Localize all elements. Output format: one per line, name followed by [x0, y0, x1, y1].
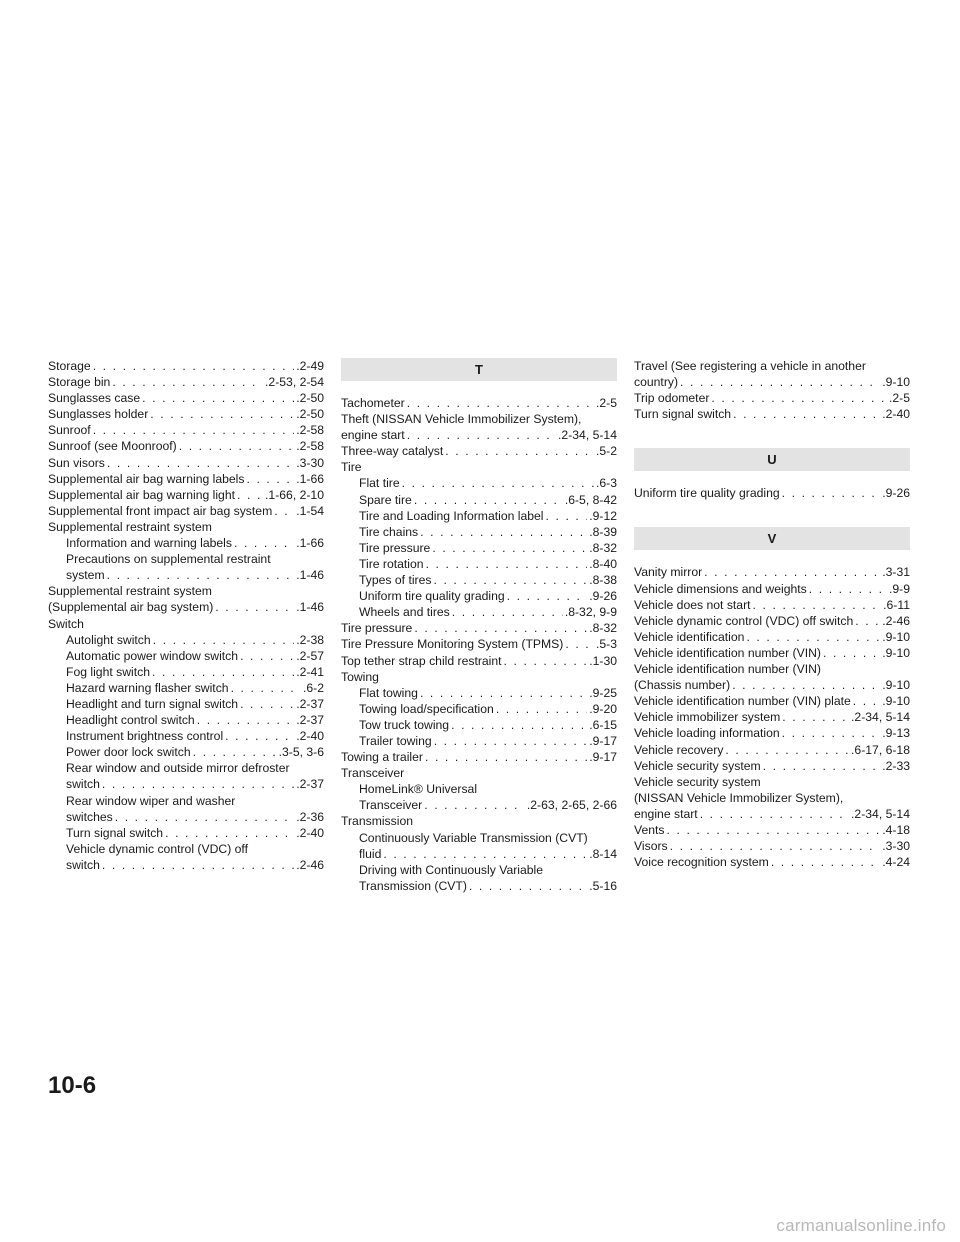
entry-term: Voice recognition system — [634, 855, 769, 870]
entry-page: .2-34, 5-14 — [851, 710, 910, 725]
watermark-text: carmanualsonline.info — [776, 1216, 946, 1235]
index-entry — [634, 613, 910, 629]
dot-leader — [150, 406, 294, 422]
dot-leader — [420, 524, 587, 540]
entry-term: Flat towing — [359, 685, 418, 700]
entry-term: Vehicle security system — [634, 758, 761, 773]
dot-leader — [469, 878, 587, 894]
entry-term: Vehicle loading information — [634, 726, 780, 741]
entry-term: Sun visors — [48, 455, 105, 470]
index-entry — [48, 438, 324, 454]
dot-leader — [782, 725, 881, 741]
index-entry — [634, 742, 910, 758]
entry-page: .9-10 — [882, 375, 910, 390]
index-entry — [341, 604, 617, 620]
entry-page: .2-33 — [882, 758, 910, 773]
index-entry — [48, 744, 324, 760]
index-entry — [634, 645, 910, 661]
dot-leader — [823, 645, 880, 661]
dot-leader — [809, 581, 887, 597]
entry-term: Three-way catalyst — [341, 444, 444, 459]
dot-leader — [732, 677, 880, 693]
index-entry — [341, 797, 617, 813]
dot-leader — [102, 857, 294, 873]
entry-page: .8-32, 9-9 — [564, 605, 617, 620]
dot-leader — [414, 620, 587, 636]
index-entry — [341, 427, 617, 443]
dot-leader — [782, 709, 849, 725]
entry-term: switches — [66, 809, 113, 824]
index-entry — [634, 390, 910, 406]
entry-term: Information and warning labels — [66, 536, 232, 551]
entry-term: Autolight switch — [66, 632, 151, 647]
index-entry — [341, 653, 617, 669]
index-entry — [341, 636, 617, 652]
entry-page: .1-66, 2-10 — [265, 487, 324, 502]
dot-leader — [425, 749, 587, 765]
entry-term: fluid — [359, 846, 382, 861]
index-entry — [634, 564, 910, 580]
dot-leader — [107, 567, 295, 583]
entry-page: .6-17, 6-18 — [851, 742, 910, 757]
dot-leader — [733, 406, 880, 422]
index-entry — [48, 535, 324, 551]
entry-term: Vehicle recovery — [634, 742, 724, 757]
dot-leader — [102, 776, 294, 792]
entry-term: Automatic power window switch — [66, 648, 239, 663]
dot-leader — [711, 390, 887, 406]
entry-term: country) — [634, 375, 679, 390]
entry-page: .8-32 — [589, 621, 617, 636]
index-entry — [48, 776, 324, 792]
index-label: Continuously Variable Transmission (CVT) — [359, 830, 588, 845]
dot-leader — [704, 564, 880, 580]
dot-leader — [424, 797, 525, 813]
entry-page: .6-11 — [883, 597, 910, 612]
entry-term: Fog light switch — [66, 664, 150, 679]
index-label: Driving with Continuously Variable — [359, 862, 544, 877]
index-entry — [634, 374, 910, 390]
entry-term: Storage — [48, 359, 91, 373]
entry-page: .2-40 — [296, 729, 324, 744]
dot-leader — [746, 629, 880, 645]
index-entry — [341, 508, 617, 524]
entry-term: Wheels and tires — [359, 605, 450, 620]
index-entry — [48, 487, 324, 503]
entry-term: (Supplemental air bag system) — [48, 600, 214, 615]
index-label: (NISSAN Vehicle Immobilizer System), — [634, 790, 844, 805]
entry-page: .9-20 — [589, 701, 617, 716]
dot-leader — [402, 475, 594, 491]
entry-page: .9-10 — [882, 694, 910, 709]
entry-page: .9-17 — [589, 733, 617, 748]
entry-page: .2-49 — [296, 359, 324, 373]
entry-page: .1-30 — [589, 653, 617, 668]
entry-term: (Chassis number) — [634, 678, 731, 693]
index-entry — [48, 664, 324, 680]
dot-leader — [112, 374, 263, 390]
entry-term: Vents — [634, 822, 665, 837]
index-entry — [48, 809, 324, 825]
dot-leader — [179, 438, 295, 454]
dot-leader — [107, 455, 294, 471]
entry-term: Sunglasses case — [48, 391, 141, 406]
entry-page: .3-30 — [296, 455, 324, 470]
entry-page: .9-26 — [882, 486, 910, 501]
index-label: Vehicle identification number (VIN) — [634, 662, 821, 677]
index-entry — [634, 854, 910, 870]
index-entry — [48, 471, 324, 487]
entry-term: Headlight and turn signal switch — [66, 696, 239, 711]
dot-leader — [215, 599, 294, 615]
index-entry — [634, 693, 910, 709]
entry-term: Power door lock switch — [66, 745, 191, 760]
entry-page: .8-14 — [589, 846, 617, 861]
entry-page: .2-50 — [296, 391, 324, 406]
entry-page: .4-24 — [882, 855, 910, 870]
index-entry — [634, 597, 910, 613]
entry-page: .2-46 — [882, 613, 910, 628]
entry-page: .2-40 — [296, 825, 324, 840]
index-entry — [341, 540, 617, 556]
entry-page: .1-46 — [296, 600, 324, 615]
entry-page: .4-18 — [882, 822, 910, 837]
dot-leader — [763, 758, 881, 774]
entry-page: .6-2 — [302, 680, 324, 695]
entry-term: Sunroof (see Moonroof) — [48, 439, 177, 454]
dot-leader — [193, 744, 277, 760]
entry-page: .9-10 — [882, 629, 910, 644]
entry-page: .9-9 — [888, 581, 910, 596]
dot-leader — [667, 822, 881, 838]
entry-term: Supplemental air bag warning light — [48, 487, 235, 502]
entry-page: .9-25 — [589, 685, 617, 700]
entry-term: Vehicle dynamic control (VDC) off switch — [634, 613, 854, 628]
index-entry — [341, 395, 617, 411]
dot-leader — [565, 636, 594, 652]
index-entry — [48, 358, 324, 374]
entry-page: .1-66 — [296, 536, 324, 551]
index-entry — [48, 374, 324, 390]
entry-term: Vehicle identification number (VIN) — [634, 645, 821, 660]
entry-page: .9-10 — [882, 645, 910, 660]
dot-leader — [504, 653, 588, 669]
index-entry — [341, 556, 617, 572]
entry-term: Supplemental air bag warning labels — [48, 471, 245, 486]
entry-page: .2-46 — [296, 857, 324, 872]
entry-page: .3-5, 3-6 — [278, 745, 324, 760]
entry-page: .2-37 — [296, 696, 324, 711]
index-entry — [634, 629, 910, 645]
index-label: Supplemental restraint system — [48, 584, 212, 599]
entry-page: .2-37 — [296, 713, 324, 728]
entry-page: .8-38 — [589, 573, 617, 588]
entry-term: switch — [66, 857, 100, 872]
dot-leader — [225, 728, 294, 744]
entry-term: Vehicle dimensions and weights — [634, 581, 807, 596]
entry-term: Uniform tire quality grading — [359, 589, 505, 604]
index-entry — [634, 485, 910, 501]
entry-page: .2-63, 2-65, 2-66 — [526, 798, 617, 813]
dot-leader — [93, 358, 295, 374]
index-entry — [634, 838, 910, 854]
index-entry — [341, 475, 617, 491]
index-entry — [341, 685, 617, 701]
dot-leader — [407, 395, 594, 411]
entry-term: Tire pressure — [341, 621, 413, 636]
dot-leader — [771, 854, 880, 870]
entry-term: Tow truck towing — [359, 717, 450, 732]
index-label: Theft (NISSAN Vehicle Immobilizer System), — [341, 412, 582, 427]
entry-term: engine start — [341, 428, 405, 443]
dot-leader — [782, 485, 881, 501]
section-header: T — [341, 358, 617, 381]
index-entry — [341, 749, 617, 765]
dot-leader — [452, 604, 563, 620]
entry-term: Spare tire — [359, 492, 412, 507]
section-header: U — [634, 448, 910, 471]
dot-leader — [165, 825, 294, 841]
entry-term: Tire chains — [359, 524, 419, 539]
dot-leader — [725, 742, 849, 758]
index-entry — [341, 572, 617, 588]
index-entry — [634, 822, 910, 838]
entry-page: .2-38 — [296, 632, 324, 647]
entry-page: .8-40 — [589, 556, 617, 571]
entry-page: .3-30 — [882, 839, 910, 854]
index-label: HomeLink® Universal — [359, 782, 478, 797]
entry-term: Tire rotation — [359, 556, 424, 571]
entry-page: .9-17 — [589, 750, 617, 765]
entry-term: Uniform tire quality grading — [634, 486, 780, 501]
entry-page: .9-12 — [589, 508, 617, 523]
index-entry — [48, 422, 324, 438]
dot-leader — [153, 632, 295, 648]
index-entry — [48, 680, 324, 696]
entry-term: Sunglasses holder — [48, 407, 149, 422]
entry-term: Flat tire — [359, 476, 400, 491]
entry-term: Headlight control switch — [66, 713, 195, 728]
index-entry — [634, 758, 910, 774]
index-entry — [48, 390, 324, 406]
dot-leader — [237, 487, 263, 503]
index-label: Rear window wiper and washer — [66, 793, 236, 808]
index-entry — [341, 620, 617, 636]
dot-leader — [414, 492, 563, 508]
index-label: Tire — [341, 460, 362, 475]
index-entry — [341, 443, 617, 459]
entry-page: .2-40 — [882, 407, 910, 422]
dot-leader — [152, 664, 294, 680]
entry-term: Trip odometer — [634, 391, 710, 406]
page-number: 10-6 — [48, 1072, 97, 1099]
index-entry — [341, 733, 617, 749]
index-column-1 — [48, 358, 324, 873]
dot-leader — [93, 422, 295, 438]
dot-leader — [115, 809, 294, 825]
index-entry — [341, 701, 617, 717]
dot-leader — [496, 701, 587, 717]
index-entry — [48, 406, 324, 422]
entry-term: Vehicle identification — [634, 629, 745, 644]
index-entry — [634, 806, 910, 822]
index-entry — [48, 728, 324, 744]
index-column-3 — [634, 358, 910, 870]
entry-page: .5-2 — [595, 444, 617, 459]
entry-term: Tire and Loading Information label — [359, 508, 544, 523]
index-column-2 — [341, 358, 617, 894]
entry-page: .5-3 — [595, 637, 617, 652]
dot-leader — [197, 712, 295, 728]
index-label: Transceiver — [341, 766, 405, 781]
index-entry — [48, 599, 324, 615]
entry-page: .2-58 — [296, 423, 324, 438]
index-label: Precautions on supplemental restraint — [66, 552, 271, 567]
entry-page: .5-16 — [589, 878, 617, 893]
dot-leader — [855, 613, 880, 629]
index-label: Towing — [341, 669, 379, 684]
entry-page: .2-36 — [296, 809, 324, 824]
entry-term: Transmission (CVT) — [359, 878, 467, 893]
dot-leader — [680, 374, 880, 390]
index-entry — [341, 524, 617, 540]
entry-page: .6-5, 8-42 — [564, 492, 617, 507]
index-entry — [634, 406, 910, 422]
entry-page: .6-15 — [589, 717, 617, 732]
dot-leader — [433, 572, 587, 588]
entry-term: switch — [66, 777, 100, 792]
entry-term: Vanity mirror — [634, 565, 703, 580]
entry-term: Vehicle identification number (VIN) plate — [634, 694, 851, 709]
entry-term: Hazard warning flasher switch — [66, 680, 229, 695]
entry-page: .2-58 — [296, 439, 324, 454]
dot-leader — [546, 508, 588, 524]
entry-page: .2-37 — [296, 777, 324, 792]
index-entry — [341, 492, 617, 508]
entry-page: .1-46 — [296, 568, 324, 583]
entry-page: .1-54 — [296, 503, 324, 518]
dot-leader — [700, 806, 849, 822]
entry-term: Supplemental front impact air bag system — [48, 503, 273, 518]
entry-term: Types of tires — [359, 573, 432, 588]
entry-page: .2-41 — [296, 664, 324, 679]
dot-leader — [231, 680, 301, 696]
index-entry — [341, 588, 617, 604]
entry-term: Sunroof — [48, 423, 91, 438]
entry-page: .2-5 — [888, 391, 910, 406]
entry-page: .2-57 — [296, 648, 324, 663]
dot-leader — [274, 503, 294, 519]
entry-term: Instrument brightness control — [66, 729, 224, 744]
entry-term: Vehicle does not start — [634, 597, 751, 612]
entry-term: Turn signal switch — [66, 825, 164, 840]
entry-term: system — [66, 568, 105, 583]
dot-leader — [240, 648, 294, 664]
index-entry — [341, 878, 617, 894]
entry-page: .9-13 — [882, 726, 910, 741]
dot-leader — [426, 556, 588, 572]
dot-leader — [753, 597, 882, 613]
entry-term: Trailer towing — [359, 733, 432, 748]
index-entry — [634, 677, 910, 693]
dot-leader — [670, 838, 881, 854]
entry-page: .2-5 — [595, 396, 617, 410]
dot-leader — [234, 535, 294, 551]
index-entry — [48, 696, 324, 712]
dot-leader — [383, 846, 587, 862]
index-entry — [48, 567, 324, 583]
index-label: Supplemental restraint system — [48, 519, 212, 534]
index-entry — [48, 455, 324, 471]
entry-page: .1-66 — [296, 471, 324, 486]
entry-page: .3-31 — [882, 565, 910, 580]
entry-page: .9-10 — [882, 678, 910, 693]
entry-page: .8-39 — [589, 524, 617, 539]
index-entry — [341, 846, 617, 862]
entry-page: .2-34, 5-14 — [851, 806, 910, 821]
entry-page: .2-53, 2-54 — [265, 375, 324, 390]
entry-term: Storage bin — [48, 375, 111, 390]
dot-leader — [434, 733, 588, 749]
entry-term: Transceiver — [359, 798, 423, 813]
entry-page: .2-34, 5-14 — [558, 428, 617, 443]
index-label: Transmission — [341, 814, 414, 829]
entry-term: Visors — [634, 839, 668, 854]
index-entry — [634, 709, 910, 725]
index-entry — [48, 712, 324, 728]
index-entry — [48, 825, 324, 841]
entry-page: .9-26 — [589, 589, 617, 604]
dot-leader — [240, 696, 294, 712]
index-label: Vehicle dynamic control (VDC) off — [66, 841, 248, 856]
entry-term: Turn signal switch — [634, 407, 732, 422]
dot-leader — [853, 693, 880, 709]
entry-term: Tire pressure — [359, 540, 431, 555]
entry-term: engine start — [634, 806, 698, 821]
dot-leader — [507, 588, 588, 604]
entry-term: Towing a trailer — [341, 750, 423, 765]
dot-leader — [432, 540, 587, 556]
entry-page: .8-32 — [589, 540, 617, 555]
dot-leader — [407, 427, 556, 443]
index-entry — [634, 581, 910, 597]
entry-page: .2-50 — [296, 407, 324, 422]
entry-page: .6-3 — [595, 476, 617, 491]
index-label: Switch — [48, 616, 84, 631]
dot-leader — [445, 443, 594, 459]
entry-term: Tachometer — [341, 396, 405, 410]
index-label: Rear window and outside mirror defroster — [66, 761, 290, 776]
index-entry — [48, 632, 324, 648]
dot-leader — [142, 390, 294, 406]
index-entry — [634, 725, 910, 741]
index-entry — [341, 717, 617, 733]
dot-leader — [246, 471, 294, 487]
index-entry — [48, 857, 324, 873]
dot-leader — [420, 685, 587, 701]
entry-term: Towing load/specification — [359, 701, 494, 716]
index-entry — [48, 648, 324, 664]
index-entry — [48, 503, 324, 519]
dot-leader — [451, 717, 587, 733]
index-label: Vehicle security system — [634, 774, 761, 789]
entry-term: Top tether strap child restraint — [341, 653, 502, 668]
section-header: V — [634, 527, 910, 550]
index-label: Travel (See registering a vehicle in another — [634, 359, 866, 373]
entry-term: Vehicle immobilizer system — [634, 710, 781, 725]
entry-term: Tire Pressure Monitoring System (TPMS) — [341, 637, 564, 652]
